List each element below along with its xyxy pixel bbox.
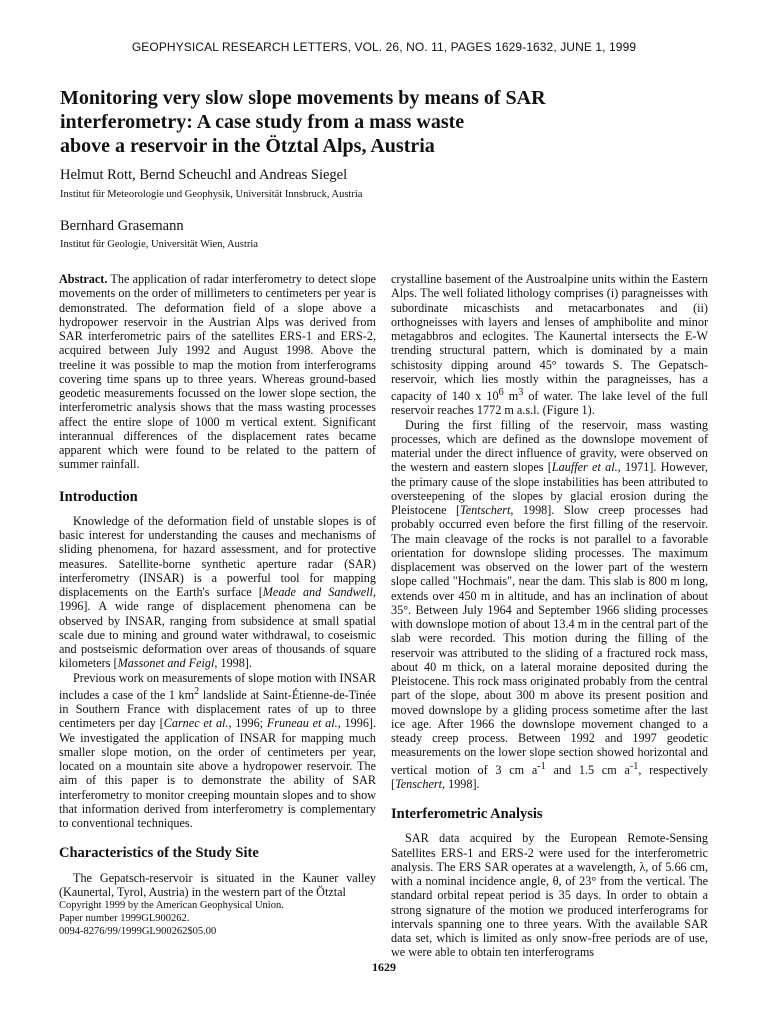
author-group-2: Bernhard Grasemann (60, 218, 184, 234)
citation: Lauffer et al., (551, 460, 621, 475)
author-group-1: Helmut Rott, Bernd Scheuchl and Andreas Siegel (60, 167, 348, 183)
intro-paragraph-1: Knowledge of the deformation field of unstable slopes is of basic interest for understanding the causes and mechanisms of sliding phenomena, for hazard assessment, and for protective measures. Satellite-borne synthetic aperture radar (SAR) interferometry (INSAR) is a powerful tool for mapping displacements on the Earth's surface [Meade and Sandwell, 1996]. A wide range of displacement phenomena can be observed by INSAR, ranging from subsidence at small spatial scale due to mining and ground water withdrawal, to coseismic and postseismic deformation over areas of thousands of square kilometers [Massonet and Feigl, 1998]. (59, 513, 376, 671)
abstract-text: The application of radar interferometry to detect slope movements on the order of millimeters to centimeters per year is demonstrated. The deformation field of a slope above a hydropower reservoir in the Austrian Alps was derived from SAR interferometric pairs of the satellites ERS-1 and ERS-2, acquired between July 1992 and August 1998. Above the treeline it was possible to map the motion from interferograms covering time spans up to three years. Whereas ground-based geodetic measurements focussed on the lower slope section, the interferometric analysis shows that the mass wasting processes affect the entire slope of 1000 m vertical extent. Significant interannual differences of the displacement rates became apparent which were found to be related to the pattern of summer rainfall. (59, 272, 376, 472)
copyright-notice: Copyright 1999 by the American Geophysical Union. (59, 900, 284, 912)
abstract-label: Abstract. (59, 272, 108, 286)
section-heading-introduction: Introduction (59, 488, 138, 505)
citation: Tentschert, (460, 503, 514, 518)
page-number: 1629 (372, 960, 396, 974)
study-paragraph-2: During the first filling of the reservoir, mass wasting processes, which are defined as the downslope movement of material under the direct influence of gravity, were observed on the western and eastern slopes [Lauffer et al., 1971]. However, the primary cause of the slope instabilities has been attributed to oversteepening of the slopes by glacial erosion during the Pleistocene [Tentschert, 1998]. Slow creep processes had probably occurred even before the first filling of the reservoir. The main cleavage of the rocks is not parallel to a favorable orientation for downslope sliding processes. The maximum displacement was observed on the lower part of the western slope called "Hochmais", near the dam. This slab is 800 m long, extends over 450 m in altitude, and has an inclination of about 35°. Between July 1964 and September 1966 sliding processes with downslope motion of about 13.4 m in the central part of the slab were recorded. This motion during the filling of the reservoir was attributed to the sliding of a fractured rock mass, about 40 m thick, on a lateral moraine deposited during the Pleistocene. This rock mass originated probably from the central part of the slope, about 300 m above its present position and moved downslope by a gliding process sometime after the last ice age. After 1966 the downslope movement changed to a steady creep process. Between 1992 and 1997 geodetic measurements on the lower slope section showed horizontal and vertical motion of 3 cm $a^{-1}$ and 1.5 cm $a^{-1}$, respectively [Tenschert, 1998]. (391, 417, 708, 791)
title-line: interferometry: A case study from a mass waste (60, 111, 465, 133)
affiliation-1: Institut für Meteorologie und Geophysik, Universität Innsbruck, Austria (60, 189, 363, 200)
citation: Massonet and Feigl, (117, 656, 218, 671)
right-column (391, 272, 708, 960)
citation: Meade and Sandwell, (262, 585, 376, 599)
paper-title (60, 86, 580, 158)
title-line: above a reservoir in the Ötztal Alps, Austria (60, 135, 435, 157)
study-paragraph-continued: crystalline basement of the Austroalpine units within the Eastern Alps. The well foliated lithology comprises (i) paragneisses with subordinate micaschists and metacarbonates and (ii) orthogneisses with layers and lenses of amphibolite and minor metagabbros and eclogites. The Kaunertal intersects the E-W trending structural pattern, which is dominated by a main schistosity dipping around 45° towards S. The Gepatsch-reservoir, which lies mostly within the paragneisses, has a capacity of 140 x $10^6$ $m^3$ of water. The lake level of the full reservoir reaches 1772 m a.s.l. (Figure 1). (391, 272, 709, 418)
issn-code: 0094-8276/99/1999GL900262$05.00 (59, 926, 217, 938)
citation: Tenschert, (395, 776, 446, 791)
paper-number: Paper number 1999GL900262. (59, 913, 190, 925)
interferometric-paragraph-1: SAR data acquired by the European Remote-Sensing Satellites ERS-1 and ERS-2 were used for the interferometric analysis. The ERS SAR operates at a wavelength, λ, of 5.66 cm, with a nominal incidence angle, θ, of 23° from the vertical. The standard orbital repeat period is 35 days. In order to obtain a strong signature of the motion we produced interferograms for intervals spanning one to three years. With the available SAR data set, which is limited as only snow-free periods are of use, we were able to obtain ten interferograms (391, 831, 708, 960)
section-heading-interferometric-analysis: Interferometric Analysis (391, 806, 543, 823)
citation: Carnec et al., (163, 716, 232, 731)
left-column (59, 272, 376, 938)
journal-header: GEOPHYSICAL RESEARCH LETTERS, VOL. 26, NO. 11, PAGES 1629-1632, JUNE 1, 1999 (131, 40, 637, 54)
title-line: Monitoring very slow slope movements by means of SAR (60, 87, 546, 109)
affiliation-2: Institut für Geologie, Universität Wien, Austria (60, 239, 258, 250)
intro-paragraph-2: Previous work on measurements of slope motion with INSAR includes a case of the 1 $km^2$ landslide at Saint-Étienne-de-Tinée in Southern France with displacement rates of up to three centimeters per day [Carnec et al., 1996; Fruneau et al., 1996]. We investigated the application of INSAR for mapping much smaller slope motion, on the order of centimeters per year, located on a mountain site above a hydropower reservoir. The aim of this paper is to demonstrate the ability of SAR interferometry to monitor creeping mountain slopes and to show that information derived from interferometry is complementary to conventional techniques. (59, 670, 377, 831)
study-paragraph-1: The Gepatsch-reservoir is situated in the Kauner valley (Kaunertal, Tyrol, Austria) in the western part of the Ötztal (59, 870, 376, 899)
citation: Fruneau et al., (266, 716, 341, 731)
abstract (59, 272, 376, 472)
section-heading-study-site: Characteristics of the Study Site (59, 845, 259, 862)
